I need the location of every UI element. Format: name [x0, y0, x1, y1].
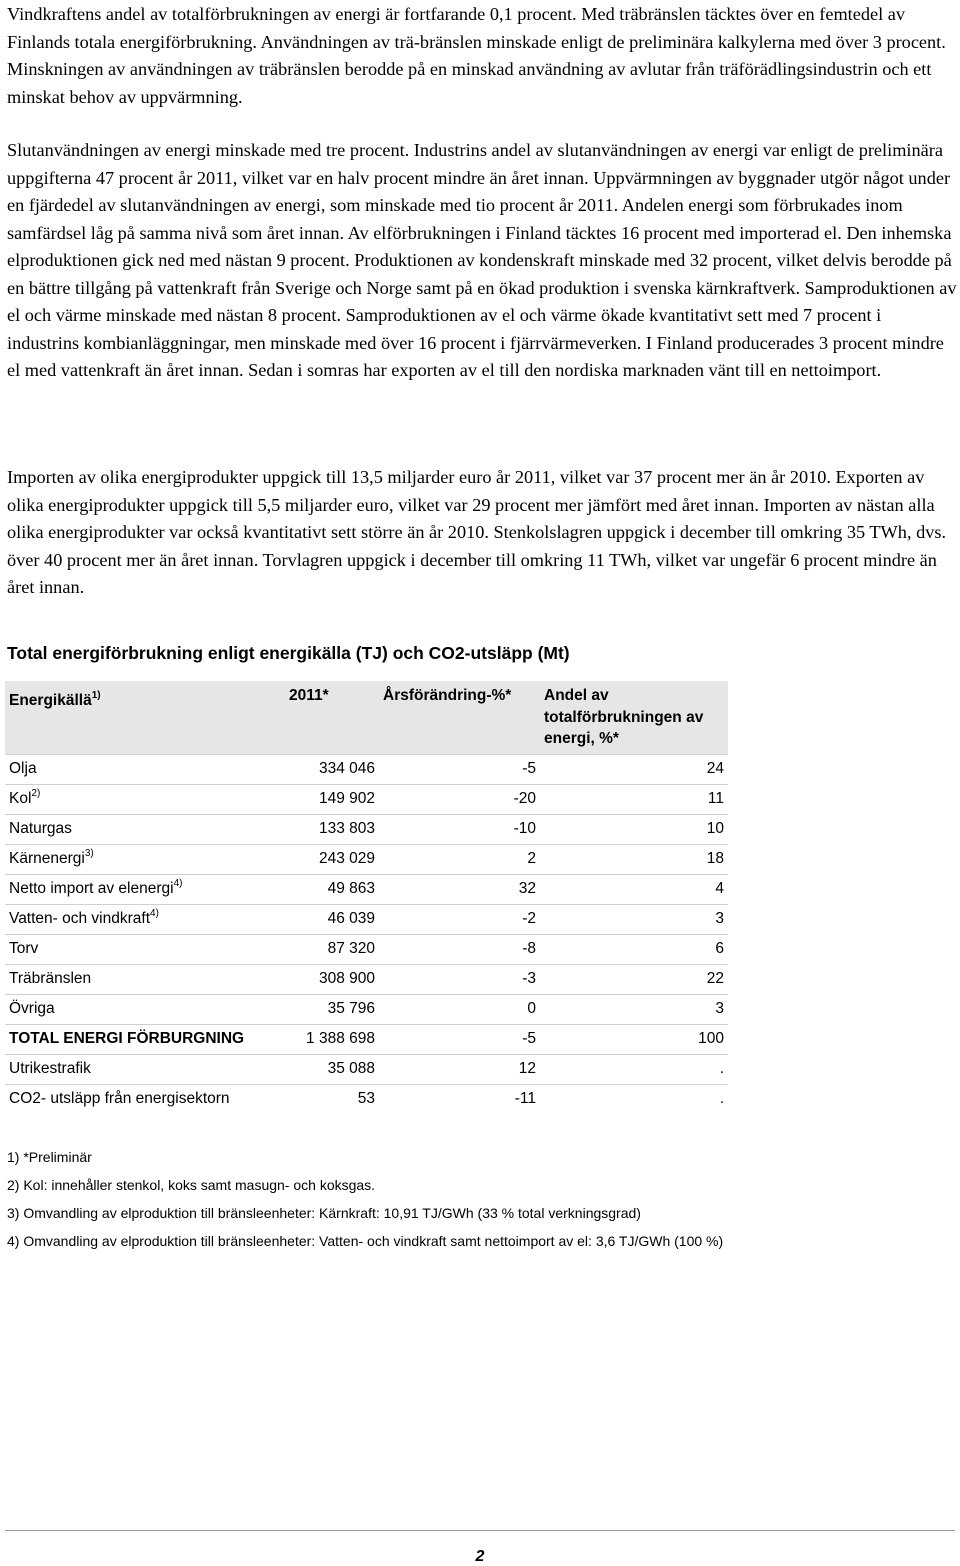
cell-change: -8 [379, 934, 540, 964]
cell-share: 24 [540, 754, 728, 784]
table-row [5, 814, 728, 844]
table-title: Total energiförbrukning enligt energikälla (TJ) och CO2-utsläpp (Mt) [7, 643, 570, 663]
paragraph-final-use [7, 137, 957, 385]
cell-share: 11 [540, 784, 728, 814]
cell-value: 87 320 [285, 934, 379, 964]
footnotes [7, 1143, 723, 1255]
cell-source: Träbränslen [5, 964, 285, 994]
page-number: 2 [475, 1548, 485, 1565]
paragraph-imports [7, 464, 957, 602]
footnote-ref: 3) [84, 848, 94, 859]
cell-value: 1 388 698 [285, 1024, 379, 1054]
table-row [5, 1024, 728, 1054]
cell-share: 4 [540, 874, 728, 904]
cell-share: . [540, 1084, 728, 1114]
table-row [5, 1084, 728, 1114]
cell-change: -5 [379, 1024, 540, 1054]
cell-value: 35 796 [285, 994, 379, 1024]
cell-change: -2 [379, 904, 540, 934]
table-row [5, 874, 728, 904]
cell-share: 18 [540, 844, 728, 874]
cell-change: -3 [379, 964, 540, 994]
footer-rule [5, 1530, 955, 1531]
table-body [5, 754, 728, 1114]
footnote-ref: 2) [31, 788, 41, 799]
cell-source: Olja [5, 754, 285, 784]
cell-source: Torv [5, 934, 285, 964]
footnote-ref: 4) [173, 878, 183, 889]
footnote-ref: 1) [91, 690, 101, 701]
header-year: 2011* [285, 681, 379, 754]
cell-value: 46 039 [285, 904, 379, 934]
cell-share: 3 [540, 994, 728, 1024]
table-header-row [5, 681, 728, 754]
paragraph-wood-fuels [7, 1, 957, 111]
cell-source: Kärnenergi$^{3)}$ [5, 844, 285, 874]
cell-value: 243 029 [285, 844, 379, 874]
energy-table [5, 681, 728, 1114]
cell-share: 6 [540, 934, 728, 964]
cell-change: 32 [379, 874, 540, 904]
cell-value: 334 046 [285, 754, 379, 784]
header-change: Årsförändring-%* [379, 681, 540, 754]
cell-change: 2 [379, 844, 540, 874]
table-row [5, 934, 728, 964]
table-row [5, 994, 728, 1024]
table-row [5, 1054, 728, 1084]
cell-change: -20 [379, 784, 540, 814]
table-row [5, 844, 728, 874]
footnote: 2) Kol: innehåller stenkol, koks samt masugn- och koksgas. [7, 1177, 376, 1193]
table-row [5, 784, 728, 814]
cell-value: 49 863 [285, 874, 379, 904]
paragraph-text: Vindkraftens andel av totalförbrukningen av energi är fortfarande 0,1 procent. Med träbränslen täcktes över en femtedel av Finlands totala energiförbrukning. Användningen av trä-bränslen minskade enligt de preliminära kalkylerna med över 3 procent. Minskningen av användningen av träbränslen berodde på en minskad användning av avlutar från träförädlingsindustrin och ett minskat behov av uppvärmning. [7, 4, 946, 107]
cell-value: 133 803 [285, 814, 379, 844]
cell-source: Kol$^{2)}$ [5, 784, 285, 814]
table-row [5, 964, 728, 994]
cell-source: Vatten- och vindkraft$^{4)}$ [5, 904, 285, 934]
footnote: 1) *Preliminär [7, 1149, 92, 1165]
cell-value: 149 902 [285, 784, 379, 814]
footnote: 3) Omvandling av elproduktion till bränsleenheter: Kärnkraft: 10,91 TJ/GWh (33 % total verkningsgrad) [7, 1205, 641, 1221]
cell-change: -5 [379, 754, 540, 784]
cell-value: 35 088 [285, 1054, 379, 1084]
cell-change: 0 [379, 994, 540, 1024]
cell-value: 53 [285, 1084, 379, 1114]
cell-share: 10 [540, 814, 728, 844]
cell-source: CO2- utsläpp från energisektorn [5, 1084, 285, 1114]
cell-source: Naturgas [5, 814, 285, 844]
footnote: 4) Omvandling av elproduktion till bränsleenheter: Vatten- och vindkraft samt nettoimport av el: 3,6 TJ/GWh (100 %) [7, 1233, 724, 1249]
cell-share: 100 [540, 1024, 728, 1054]
cell-source: Utrikestrafik [5, 1054, 285, 1084]
header-source: Energikällä$^{1)}$ [5, 681, 285, 754]
header-share: Andel av totalförbrukningen av energi, %* [540, 681, 728, 754]
footnote-ref: 4) [150, 908, 159, 919]
cell-source: TOTAL ENERGI FÖRBURGNING [5, 1024, 285, 1054]
cell-value: 308 900 [285, 964, 379, 994]
cell-change: 12 [379, 1054, 540, 1084]
cell-change: -11 [379, 1084, 540, 1114]
table-row [5, 754, 728, 784]
cell-change: -10 [379, 814, 540, 844]
paragraph-text: Slutanvändningen av energi minskade med tre procent. Industrins andel av slutanvändningen av energi var enligt de preliminära uppgifterna 47 procent år 2011, vilket var en halv procent mindre än året innan. Uppvärmningen av byggnader utgör något under en fjärdedel av slutanvändningen av energi, som minskade med tio procent år 2011. Andelen energi som förbrukades inom samfärdsel låg på samma nivå som året innan. Av elförbrukningen i Finland täcktes 16 procent med importerad el. Den inhemska elproduktionen gick ned med nästan 9 procent. Produktionen av kondenskraft minskade med 32 procent, vilket delvis berodde på en bättre tillgång på vattenkraft från Sverige och Norge samt på en ökad produktion i svenska kärnkraftverk. Samproduktionen av el och värme minskade med nästan 8 procent. Samproduktionen av el och värme ökade kvantitativt sett med 7 procent i industrins kombianläggningar, men minskade med över 16 procent i fjärrvärmeverken. I Finland producerades 3 procent mindre el med vattenkraft än året innan. Sedan i somras har exporten av el till den nordiska marknaden vänt till en nettoimport. [7, 140, 957, 380]
cell-share: 3 [540, 904, 728, 934]
cell-share: . [540, 1054, 728, 1084]
cell-share: 22 [540, 964, 728, 994]
paragraph-text: Importen av olika energiprodukter uppgick till 13,5 miljarder euro år 2011, vilket var 37 procent mer än år 2010. Exporten av olika energiprodukter uppgick till 5,5 miljarder euro, vilket var 29 procent mer jämfört med året innan. Importen av nästan alla olika energiprodukter var också kvantitativt sett större än år 2010. Stenkolslagren uppgick i december till omkring 35 TWh, dvs. över 40 procent mer än året innan. Torvlagren uppgick i december till omkring 11 TWh, vilket var ungefär 6 procent mindre än året innan. [7, 467, 947, 597]
cell-source: Netto import av elenergi$^{4)}$ [5, 874, 285, 904]
table-row [5, 904, 728, 934]
cell-source: Övriga [5, 994, 285, 1024]
